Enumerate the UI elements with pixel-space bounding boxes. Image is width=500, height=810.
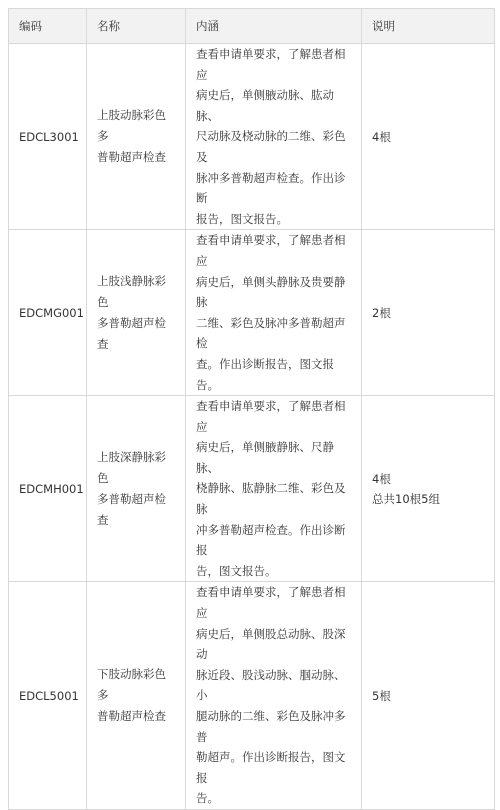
cell-name — [87, 582, 186, 810]
cell-name-text: 上肢动脉彩色多 普勒超声检查 — [97, 108, 166, 165]
cell-note-text: 5根 — [372, 688, 391, 703]
cell-content — [186, 396, 362, 582]
cell-content-text: 查看申请单要求，了解患者相应 病史后，单侧腋静脉、尺静脉、 桡静脉、肱静脉二维、彩色及脉 冲多普勒超声检查。作出诊断报 告，图文报告。 — [196, 399, 346, 578]
cell-name-text: 上肢深静脉彩色 多普勒超声检查 — [97, 449, 166, 527]
cell-content-text: 查看申请单要求，了解患者相应 病史后，单侧股总动脉、股深动 脉近段、股浅动脉、腘动脉、小 腿动脉的二维、彩色及脉冲多普 勒超声。作出诊断报告，图文报 告。 — [196, 585, 346, 806]
table-header-row — [9, 9, 495, 44]
header-code: 编码 — [9, 9, 87, 44]
cell-note — [362, 396, 495, 582]
cell-note-text: 4根 总共10根5组 — [372, 471, 440, 506]
header-note: 说明 — [362, 9, 495, 44]
cell-note — [362, 582, 495, 810]
cell-content — [186, 44, 362, 230]
cell-note — [362, 44, 495, 230]
cell-name — [87, 44, 186, 230]
cell-content — [186, 230, 362, 396]
cell-name-text: 下肢动脉彩色多 普勒超声检查 — [97, 667, 166, 724]
cell-content-text: 查看申请单要求，了解患者相应 病史后，单侧腋动脉、肱动脉、 尺动脉及桡动脉的二维、彩色及 脉冲多普勒超声检查。作出诊断 报告，图文报告。 — [196, 47, 346, 226]
procedure-table — [8, 8, 495, 810]
cell-content — [186, 582, 362, 810]
cell-code: EDCMG001 — [9, 230, 87, 396]
header-name: 名称 — [87, 9, 186, 44]
header-content: 内涵 — [186, 9, 362, 44]
cell-note — [362, 230, 495, 396]
table-row — [9, 396, 495, 582]
cell-note-text: 4根 — [372, 129, 391, 144]
table-row — [9, 44, 495, 230]
cell-content-text: 查看申请单要求，了解患者相应 病史后，单侧头静脉及贵要静脉 二维、彩色及脉冲多普勒超声检 查。作出诊断报告，图文报告。 — [196, 233, 346, 392]
cell-code: EDCL3001 — [9, 44, 87, 230]
cell-name — [87, 396, 186, 582]
cell-code: EDCL5001 — [9, 582, 87, 810]
table-row — [9, 230, 495, 396]
cell-name — [87, 230, 186, 396]
cell-note-text: 2根 — [372, 305, 391, 320]
cell-name-text: 上肢浅静脉彩色 多普勒超声检查 — [97, 273, 166, 351]
table-row — [9, 582, 495, 810]
cell-code: EDCMH001 — [9, 396, 87, 582]
